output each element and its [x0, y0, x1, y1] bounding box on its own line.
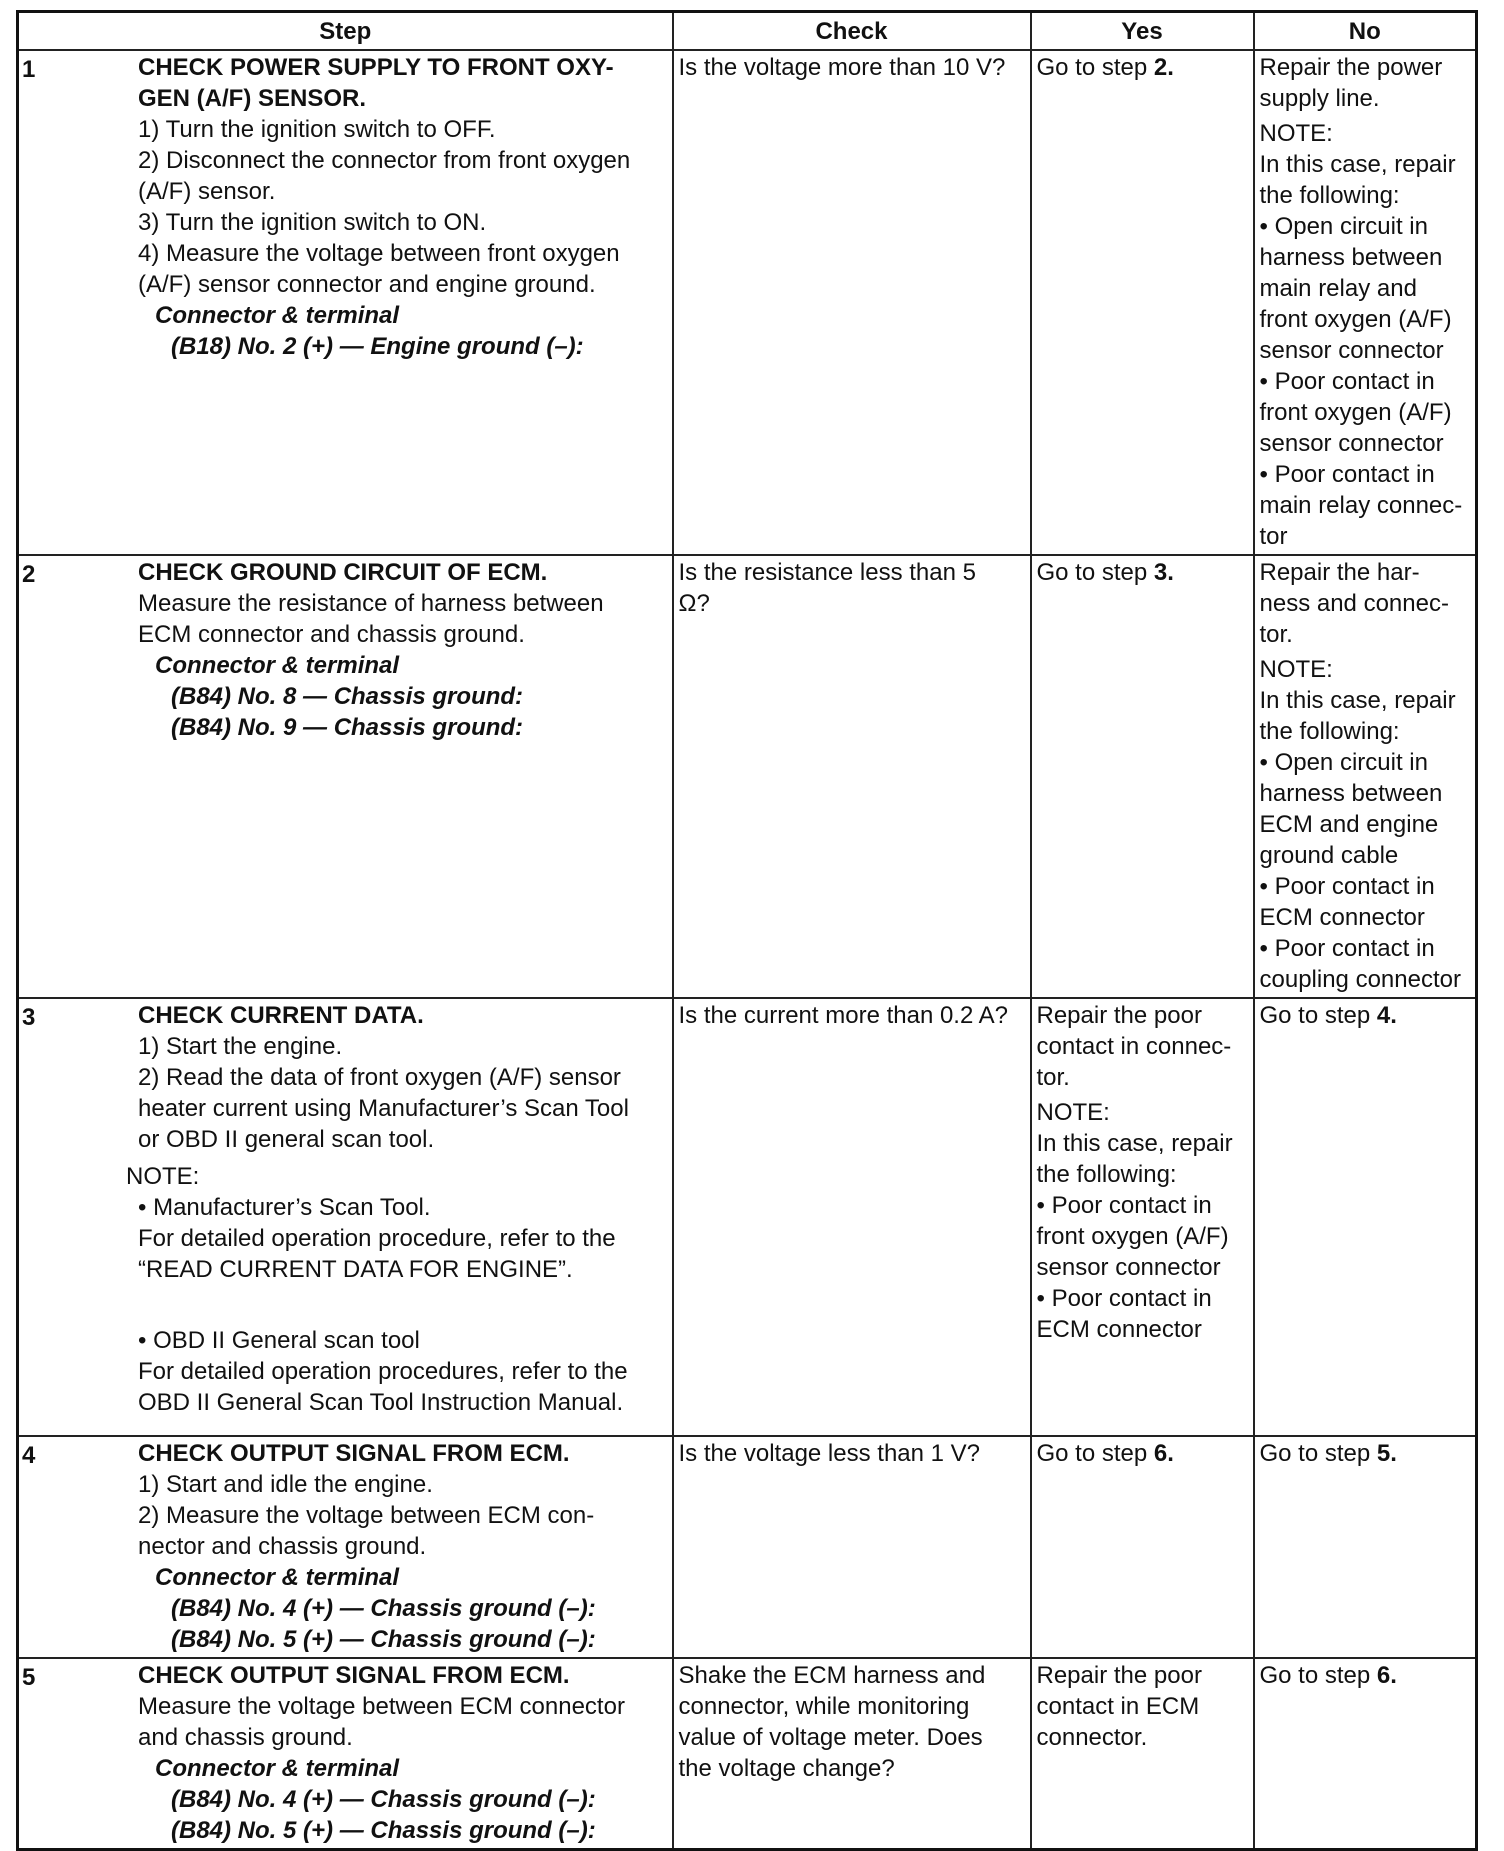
no-note-line: ECM connector — [1259, 904, 1425, 931]
connector-label: Connector & terminal — [155, 1564, 400, 1591]
yes-cell — [1031, 555, 1254, 998]
header-no: No — [1254, 12, 1477, 51]
no-line: Repair the har- — [1259, 559, 1420, 586]
connector-label: Connector & terminal — [155, 1755, 400, 1782]
yes-note-line: • Poor contact in — [1036, 1285, 1212, 1312]
header-step: Step — [18, 12, 673, 51]
yes-cell — [1031, 1436, 1254, 1658]
no-note-line: ECM and engine — [1259, 811, 1439, 838]
table-row — [18, 555, 1477, 998]
no-cell — [1254, 50, 1477, 555]
yes-step-ref: 3. — [1153, 559, 1174, 586]
no-note-line: front oxygen (A/F) — [1259, 306, 1452, 333]
terminal-line: (B84) No. 4 (+) — Chassis ground (–): — [171, 1595, 596, 1622]
terminal-line: (B84) No. 8 — Chassis ground: — [171, 683, 524, 710]
no-note-line: sensor connector — [1259, 430, 1444, 457]
no-cell — [1254, 555, 1477, 998]
no-note-label: NOTE: — [1259, 120, 1333, 147]
note-line: • Manufacturer’s Scan Tool. — [138, 1194, 431, 1221]
check-text: Is the current more than 0.2 A? — [678, 1002, 1009, 1029]
no-note-line: main relay connec- — [1259, 492, 1463, 519]
step-number: 5 — [22, 1664, 36, 1691]
check-cell — [673, 555, 1031, 998]
no-note-line: • Poor contact in — [1259, 935, 1435, 962]
table-row — [18, 1658, 1477, 1850]
step-line: Measure the voltage between ECM connector — [138, 1693, 625, 1720]
no-step-ref: 4. — [1376, 1002, 1397, 1029]
step-title: CHECK GROUND CIRCUIT OF ECM. — [138, 559, 548, 586]
step-line: nector and chassis ground. — [138, 1533, 427, 1560]
step-number: 4 — [22, 1442, 36, 1469]
connector-label: Connector & terminal — [155, 652, 400, 679]
check-line: connector, while monitoring — [678, 1693, 970, 1720]
check-cell — [673, 1436, 1031, 1658]
yes-cell — [1031, 1658, 1254, 1850]
check-text: Is the voltage less than 1 V? — [678, 1440, 981, 1467]
yes-step-ref: 6. — [1153, 1440, 1174, 1467]
terminal-line: (B18) No. 2 (+) — Engine ground (–): — [171, 333, 584, 360]
yes-line: contact in connec- — [1036, 1033, 1232, 1060]
step-title: CHECK OUTPUT SIGNAL FROM ECM. — [138, 1662, 570, 1689]
yes-text: Go to step — [1036, 1440, 1154, 1467]
no-line: tor. — [1259, 621, 1293, 648]
no-note-line: • Open circuit in — [1259, 213, 1428, 240]
step-title: GEN (A/F) SENSOR. — [138, 85, 367, 112]
step-line: Measure the resistance of harness between — [138, 590, 604, 617]
yes-step-ref: 2. — [1153, 54, 1174, 81]
yes-note-line: front oxygen (A/F) — [1036, 1223, 1229, 1250]
step-cell — [18, 1658, 673, 1850]
step-title: CHECK OUTPUT SIGNAL FROM ECM. — [138, 1440, 570, 1467]
check-line: the voltage change? — [678, 1755, 895, 1782]
no-cell — [1254, 1658, 1477, 1850]
step-cell — [18, 555, 673, 998]
step-cell — [18, 50, 673, 555]
yes-cell — [1031, 998, 1254, 1436]
yes-line: tor. — [1036, 1064, 1070, 1091]
step-number: 1 — [22, 56, 36, 83]
yes-line: contact in ECM — [1036, 1693, 1200, 1720]
step-line: or OBD II general scan tool. — [138, 1126, 435, 1153]
yes-note-line: the following: — [1036, 1161, 1177, 1188]
check-cell — [673, 998, 1031, 1436]
no-text: Go to step — [1259, 1440, 1377, 1467]
yes-cell — [1031, 50, 1254, 555]
no-note-line: • Open circuit in — [1259, 749, 1428, 776]
step-number: 2 — [22, 561, 36, 588]
note-label: NOTE: — [126, 1163, 200, 1190]
step-line: 1) Turn the ignition switch to OFF. — [138, 116, 496, 143]
yes-text: Go to step — [1036, 559, 1154, 586]
no-note-line: sensor connector — [1259, 337, 1444, 364]
check-cell — [673, 50, 1031, 555]
no-note-line: ground cable — [1259, 842, 1399, 869]
yes-line: Repair the poor — [1036, 1002, 1202, 1029]
step-cell — [18, 1436, 673, 1658]
table-row — [18, 1436, 1477, 1658]
check-text: Is the resistance less than 5 — [678, 559, 976, 586]
yes-note-line: • Poor contact in — [1036, 1192, 1212, 1219]
step-line: 4) Measure the voltage between front oxygen — [138, 240, 620, 267]
no-note-line: tor — [1259, 523, 1288, 550]
check-line: Shake the ECM harness and — [678, 1662, 986, 1689]
no-text: Go to step — [1259, 1002, 1377, 1029]
note-line: OBD II General Scan Tool Instruction Manual. — [138, 1389, 624, 1416]
no-note-line: • Poor contact in — [1259, 368, 1435, 395]
no-note-line: • Poor contact in — [1259, 461, 1435, 488]
no-note-line: the following: — [1259, 718, 1400, 745]
diagnostic-table — [16, 10, 1478, 1851]
no-note-line: harness between — [1259, 780, 1443, 807]
yes-note-label: NOTE: — [1036, 1099, 1110, 1126]
no-step-ref: 5. — [1376, 1440, 1397, 1467]
no-note-line: main relay and — [1259, 275, 1417, 302]
note-line: “READ CURRENT DATA FOR ENGINE”. — [138, 1256, 573, 1283]
terminal-line: (B84) No. 5 (+) — Chassis ground (–): — [171, 1626, 596, 1653]
no-line: ness and connec- — [1259, 590, 1449, 617]
step-title: CHECK CURRENT DATA. — [138, 1002, 424, 1029]
step-line: 2) Measure the voltage between ECM con- — [138, 1502, 595, 1529]
step-line: 2) Read the data of front oxygen (A/F) sensor — [138, 1064, 621, 1091]
step-line: ECM connector and chassis ground. — [138, 621, 525, 648]
no-note-line: harness between — [1259, 244, 1443, 271]
step-line: 3) Turn the ignition switch to ON. — [138, 209, 487, 236]
table-row — [18, 998, 1477, 1436]
yes-note-line: In this case, repair — [1036, 1130, 1233, 1157]
connector-label: Connector & terminal — [155, 302, 400, 329]
step-line: 2) Disconnect the connector from front oxygen — [138, 147, 631, 174]
yes-text: Go to step — [1036, 54, 1154, 81]
no-cell — [1254, 998, 1477, 1436]
no-cell — [1254, 1436, 1477, 1658]
step-line: (A/F) sensor. — [138, 178, 276, 205]
step-line: (A/F) sensor connector and engine ground. — [138, 271, 596, 298]
yes-line: Repair the poor — [1036, 1662, 1202, 1689]
no-note-line: the following: — [1259, 182, 1400, 209]
header-row — [18, 12, 1477, 51]
step-cell — [18, 998, 673, 1436]
check-line: value of voltage meter. Does — [678, 1724, 983, 1751]
check-text: Ω? — [678, 590, 710, 617]
yes-note-line: ECM connector — [1036, 1316, 1202, 1343]
step-line: and chassis ground. — [138, 1724, 353, 1751]
terminal-line: (B84) No. 4 (+) — Chassis ground (–): — [171, 1786, 596, 1813]
terminal-line: (B84) No. 5 (+) — Chassis ground (–): — [171, 1817, 596, 1844]
check-text: Is the voltage more than 10 V? — [678, 54, 1006, 81]
header-check: Check — [673, 12, 1031, 51]
header-yes: Yes — [1031, 12, 1254, 51]
no-note-line: • Poor contact in — [1259, 873, 1435, 900]
no-note-line: In this case, repair — [1259, 151, 1456, 178]
no-note-line: In this case, repair — [1259, 687, 1456, 714]
no-line: Repair the power — [1259, 54, 1443, 81]
no-note-line: coupling connector — [1259, 966, 1461, 993]
table-row — [18, 50, 1477, 555]
step-title: CHECK POWER SUPPLY TO FRONT OXY- — [138, 54, 614, 81]
terminal-line: (B84) No. 9 — Chassis ground: — [171, 714, 524, 741]
no-note-line: front oxygen (A/F) — [1259, 399, 1452, 426]
yes-line: connector. — [1036, 1724, 1148, 1751]
step-line: 1) Start the engine. — [138, 1033, 343, 1060]
yes-note-line: sensor connector — [1036, 1254, 1221, 1281]
note-line: For detailed operation procedure, refer to the — [138, 1225, 616, 1252]
step-number: 3 — [22, 1004, 36, 1031]
no-step-ref: 6. — [1376, 1662, 1397, 1689]
check-cell — [673, 1658, 1031, 1850]
note-line: • OBD II General scan tool — [138, 1327, 420, 1354]
step-line: 1) Start and idle the engine. — [138, 1471, 433, 1498]
no-note-label: NOTE: — [1259, 656, 1333, 683]
step-line: heater current using Manufacturer’s Scan Tool — [138, 1095, 629, 1122]
note-line: For detailed operation procedures, refer to the — [138, 1358, 628, 1385]
no-text: Go to step — [1259, 1662, 1377, 1689]
no-line: supply line. — [1259, 85, 1380, 112]
